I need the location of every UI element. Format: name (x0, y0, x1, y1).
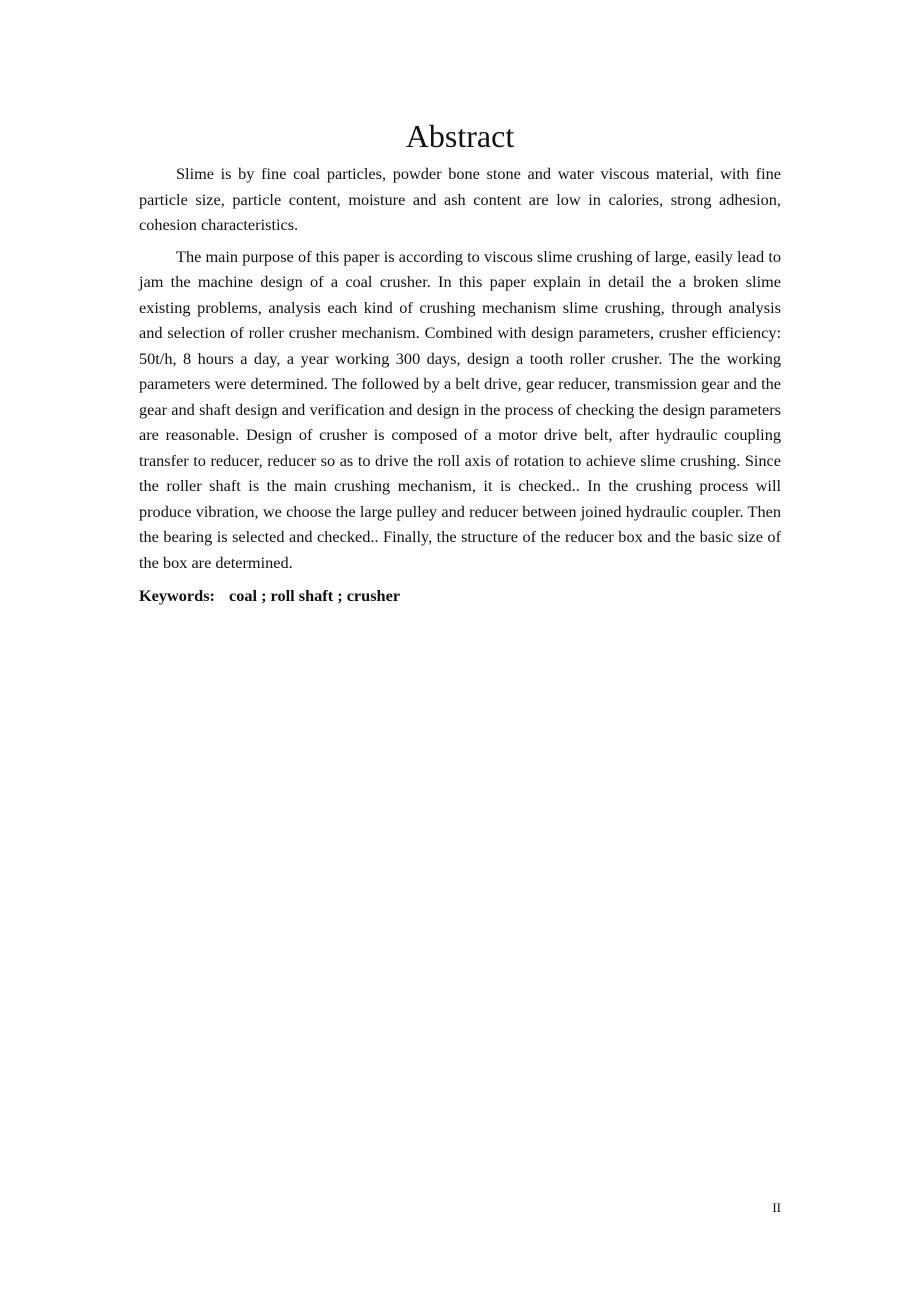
abstract-paragraph-2: The main purpose of this paper is according to viscous slime crushing of large, easily lead to jam the machine design of a coal crusher. In this paper explain in detail the a broken slime existing problems, analysis each kind of crushing mechanism slime crushing, through analysis and selection of roller crusher mechanism. Combined with design parameters, crusher efficiency: 50t/h, 8 hours a day, a year working 300 days, design a tooth roller crusher. The the working parameters were determined. The followed by a belt drive, gear reducer, transmission gear and the gear and shaft design and verification and design in the process of checking the design parameters are reasonable. Design of crusher is composed of a motor drive belt, after hydraulic coupling transfer to reducer, reducer so as to drive the roll axis of rotation to achieve slime crushing. Since the roller shaft is the main crushing mechanism, it is checked.. In the crushing process will produce vibration, we choose the large pulley and reducer between joined hydraulic coupler. Then the bearing is selected and checked.. Finally, the structure of the reducer box and the basic size of the box are determined. (139, 246, 781, 572)
abstract-title: Abstract (405, 118, 515, 154)
abstract-body (139, 161, 781, 609)
keywords-value: coal ; roll shaft ; crusher (228, 586, 401, 605)
abstract-paragraph-1: Slime is by fine coal particles, powder bone stone and water viscous material, with fine particle size, particle content, moisture and ash content are low in calories, strong adhesion, cohesion characteristics. (139, 164, 781, 234)
keywords-label: Keywords: (139, 586, 215, 605)
page-number: II (772, 1200, 781, 1215)
keywords-line (139, 583, 781, 609)
